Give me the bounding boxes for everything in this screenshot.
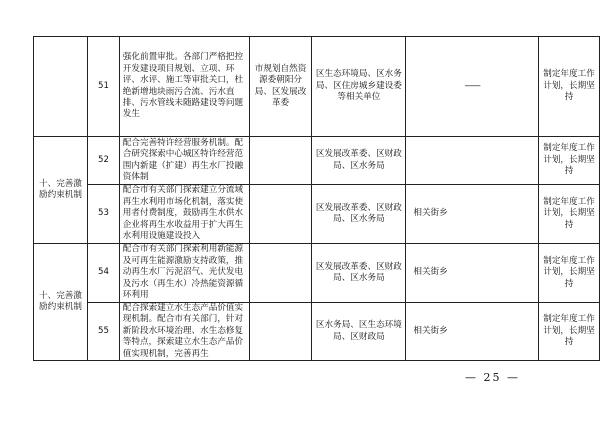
cooperating-units: 区水务局、区生态环境局、区财政局 [312,303,406,361]
street-township [406,137,539,185]
cooperating-units: 区生态环境局、区水务局、区住房城乡建设委等相关单位 [312,37,406,137]
time-frame: 制定年度工作计划，长期坚持 [539,185,600,244]
street-township-label: 相关街乡 [413,325,448,336]
row-number: 54 [88,244,120,303]
table-row [34,303,600,361]
category-cell-empty [34,37,88,137]
measures-table [33,36,600,361]
street-township [406,37,539,137]
time-frame: 制定年度工作计划，长期坚持 [539,303,600,361]
task-description: 强化前置审批。各部门严格把控开发建设项目规划、立项、环评、水评、施工等审批关口，杜绝新增地块雨污合流、污水直排、污水管线未随路建设等问题发生 [119,37,249,137]
lead-unit [249,303,312,361]
category-cell [34,137,88,244]
table-row [34,244,600,303]
category-label: 十、完善激励约束机制 [39,178,82,200]
street-township-label: 相关街乡 [413,208,448,219]
lead-unit: 市规划自然资源委朝阳分局、区发展改革委 [249,37,312,137]
cooperating-units: 区发展改革委、区财政局、区水务局 [312,185,406,244]
row-number: 52 [88,137,120,185]
cooperating-units: 区发展改革委、区财政局、区水务局 [312,137,406,185]
table-row [34,185,600,244]
lead-unit [249,185,312,244]
lead-unit [249,244,312,303]
time-frame: 制定年度工作计划，长期坚持 [539,137,600,185]
dash-mark: —— [464,80,480,91]
time-frame: 制定年度工作计划，长期坚持 [539,37,600,137]
time-frame: 制定年度工作计划，长期坚持 [539,244,600,303]
task-description: 配合完善特许经营服务机制。配合研究探索中心城区特许经营范围内新建（扩建）再生水厂投融资体制 [119,137,249,185]
task-description: 配合市有关部门探索利用新能源及可再生能源激励支持政策，推动再生水厂污泥沼气、光伏发电及污水（再生水）冷热能资源循环利用 [119,244,249,303]
task-description: 配合探索建立水生态产品价值实现机制。配合市有关部门，针对新阶段水环境治理、水生态修复等特点，探索建立水生态产品价值实现机制，完善再生 [119,303,249,361]
row-number: 53 [88,185,120,244]
street-township [406,244,539,303]
cooperating-units: 区发展改革委、区财政局、区水务局 [312,244,406,303]
street-township [406,303,539,361]
table-row [34,37,600,137]
category-cell [34,244,88,361]
street-township [406,185,539,244]
task-description: 配合市有关部门探索建立分流域再生水利用市场化机制，落实使用者付费制度，鼓励再生水供水企业将再生水收益用于扩大再生水利用设施建设投入 [119,185,249,244]
row-number: 51 [88,37,120,137]
street-township-label: 相关街乡 [413,267,448,278]
category-label: 十、完善激励约束机制 [39,290,82,313]
lead-unit [249,137,312,185]
page-number: — 25 — [465,371,520,384]
row-number: 55 [88,303,120,361]
table-row [34,137,600,185]
